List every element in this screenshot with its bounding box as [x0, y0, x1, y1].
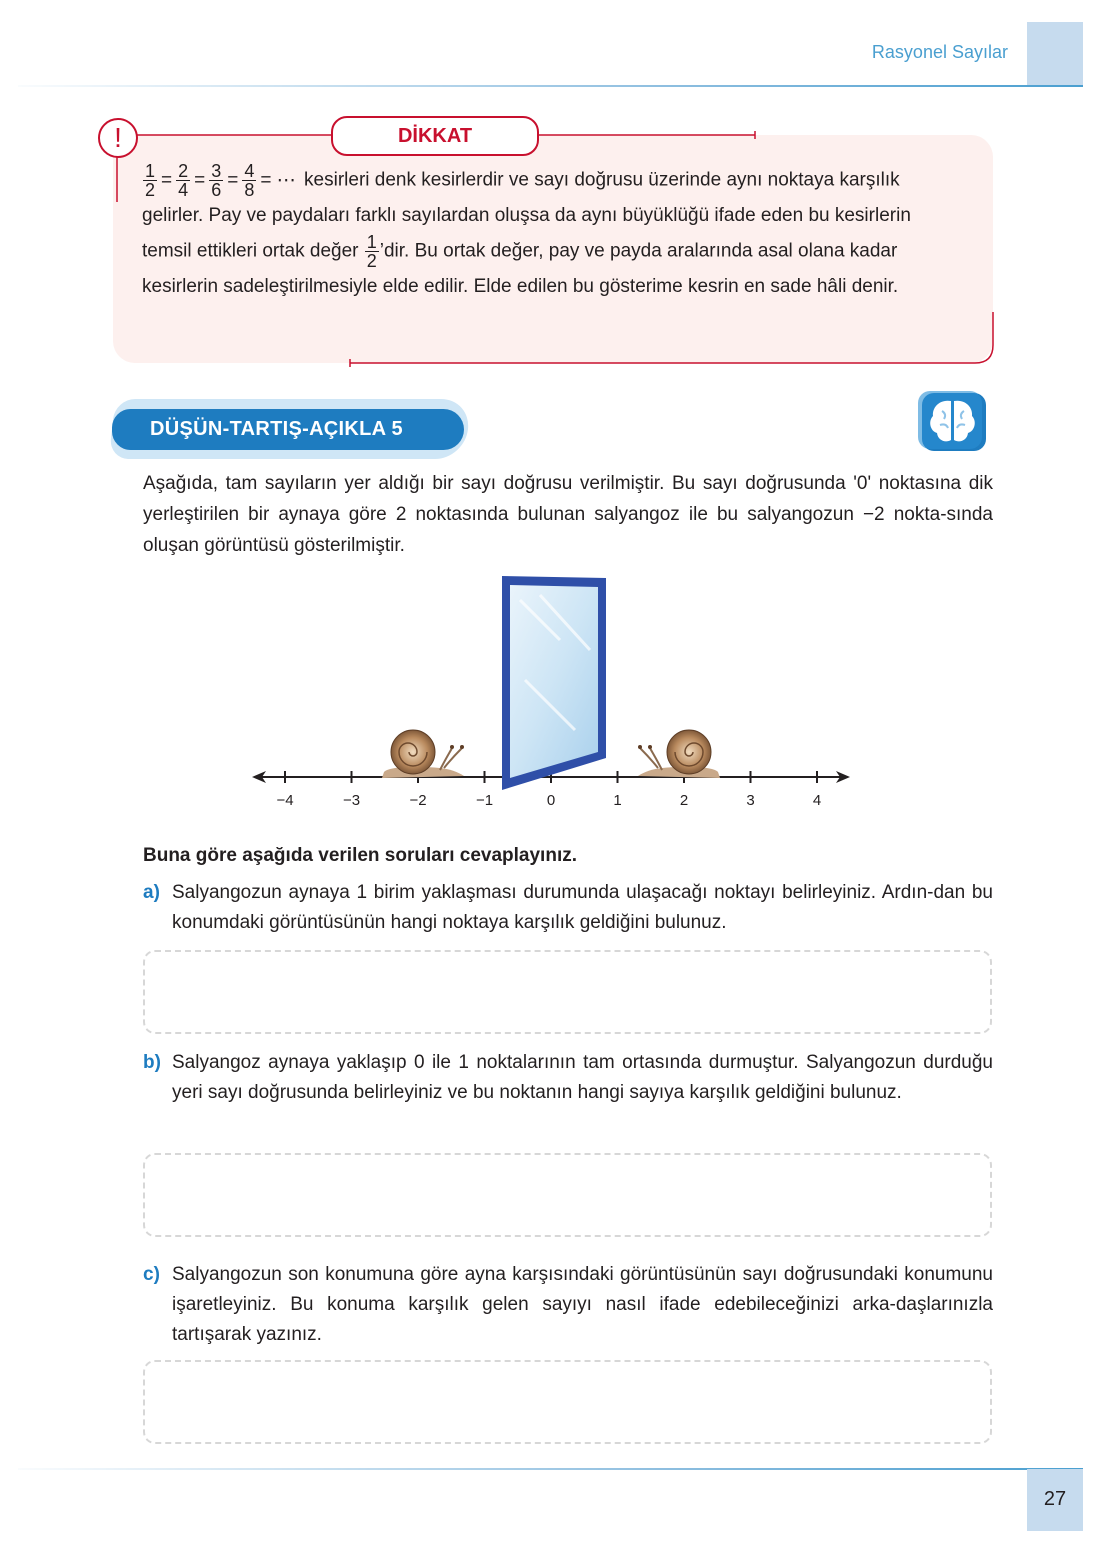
- dikkat-line-3: temsil ettikleri ortak değer $\frac{1}{2}$ ’dir. Bu ortak değer, pay ve payda aralarında asal olana kadar: [142, 232, 898, 271]
- fraction: $\frac{4}{8}$: [244, 161, 255, 200]
- dikkat-line-1: $\frac{1}{2}$ = $\frac{2}{4}$ = $\frac{3}{6}$ = $\frac{4}{8}$ = ⋯ kesirleri denk kesirlerdir ve sayı doğrusu üzerinde aynı noktaya karşılık: [145, 161, 900, 200]
- tick-label: 3: [746, 792, 755, 809]
- questions-heading: Buna göre aşağıda verilen soruları cevaplayınız.: [143, 845, 578, 866]
- dikkat-line-4: kesirlerin sadeleştirilmesiyle elde edilir. Elde edilen bu gösterime kesrin en sade hâli denir.: [142, 276, 899, 297]
- fraction: $\frac{1}{2}$: [145, 161, 156, 200]
- snail-real: [638, 730, 720, 778]
- dikkat-title: DİKKAT: [331, 116, 539, 156]
- question-text: Salyangozun aynaya 1 birim yaklaşması durumunda ulaşacağı noktayı belirleyiniz. Ardın-dan bu konumdaki görüntüsünün hangi noktaya karşılık geldiğini bulunuz.: [172, 882, 993, 933]
- brain-icon: [918, 391, 988, 453]
- fraction-half: $\frac{1}{2}$: [366, 232, 377, 271]
- number-line-figure: [240, 565, 860, 815]
- warning-icon: !: [98, 118, 138, 158]
- fraction: $\frac{2}{4}$: [178, 161, 189, 200]
- answer-box-c[interactable]: [143, 1360, 992, 1444]
- snail-image: [382, 730, 464, 778]
- question-b: [143, 1048, 993, 1108]
- tick-label: −3: [342, 792, 361, 809]
- question-a: [143, 878, 993, 938]
- question-label: a): [143, 882, 160, 903]
- intro-paragraph: Aşağıda, tam sayıların yer aldığı bir sayı doğrusu verilmiştir. Bu sayı doğrusunda '0' noktasına dik yerleştirilen bir aynaya göre 2 noktasında bulunan salyangoz ile bu salyangozun −2 nokta-sında oluşan görüntüsü gösterilmiştir.: [143, 473, 993, 556]
- page-number: 27: [1043, 1488, 1067, 1510]
- tick-label: 4: [812, 792, 822, 809]
- question-label: b): [143, 1052, 161, 1073]
- question-label: c): [143, 1264, 160, 1285]
- dikkat-text: [142, 162, 972, 304]
- question-text: Salyangozun son konumuna göre ayna karşısındaki görüntüsünün sayı doğrusundaki konumunu işaretleyiniz. Bu konuma karşılık gelen sayıyı nasıl ifade edebileceğinizi arka-daşlarınızla tartışarak yazınız.: [172, 1264, 993, 1345]
- answer-box-a[interactable]: [143, 950, 992, 1034]
- answer-box-b[interactable]: [143, 1153, 992, 1237]
- tick-label: −2: [409, 792, 427, 809]
- question-text: Salyangoz aynaya yaklaşıp 0 ile 1 noktalarının tam ortasında durmuştur. Salyangozun durduğu yeri sayı doğrusunda belirleyiniz ve bu noktanın hangi sayıya karşılık geldiğini bulunuz.: [172, 1052, 993, 1103]
- footer-rule: [18, 1468, 1083, 1470]
- mirror: [502, 576, 606, 790]
- tick-label: −1: [475, 792, 494, 809]
- fraction: $\frac{3}{6}$: [211, 161, 222, 200]
- chapter-title: Rasyonel Sayılar: [871, 42, 1008, 62]
- tick-label: −4: [276, 792, 294, 809]
- dikkat-line-2: gelirler. Pay ve paydaları farklı sayılardan oluşsa da aynı büyüklüğü ifade eden bu kesirlerin: [142, 205, 911, 226]
- tick-label: 1: [613, 792, 622, 809]
- question-c: [143, 1260, 993, 1350]
- tick-label: 0: [546, 792, 556, 809]
- section-title: DÜŞÜN-TARTIŞ-AÇIKLA 5: [112, 409, 464, 450]
- tick-label: 2: [679, 792, 689, 809]
